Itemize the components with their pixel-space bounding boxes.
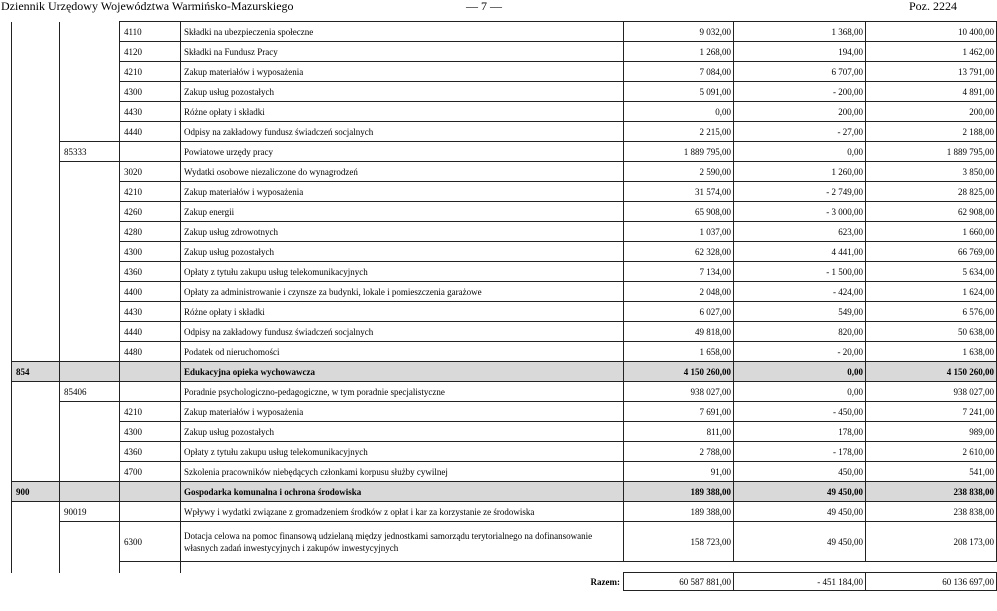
amount-before-cell: 7 134,00 [624, 262, 734, 282]
change-cell: 49 450,00 [734, 482, 866, 502]
amount-after-cell: 238 838,00 [866, 482, 997, 502]
amount-after-cell: 62 908,00 [866, 202, 997, 222]
change-cell: - 27,00 [734, 122, 866, 142]
description-cell: Gospodarka komunalna i ochrona środowiska [181, 482, 624, 502]
table-row [12, 222, 997, 242]
description-cell: Zakup energii [181, 202, 624, 222]
subsection-cell: 85333 [60, 142, 120, 162]
description-cell: Zakup usług zdrowotnych [181, 222, 624, 242]
change-cell: 623,00 [734, 222, 866, 242]
amount-before-cell: 91,00 [624, 462, 734, 482]
change-cell: - 450,00 [734, 402, 866, 422]
section-cell [12, 302, 60, 322]
subsection-cell [60, 522, 120, 562]
table-row [12, 122, 997, 142]
table-row [12, 282, 997, 302]
subsection-cell [60, 442, 120, 462]
description-cell: Podatek od nieruchomości [181, 342, 624, 362]
amount-before-cell: 6 027,00 [624, 302, 734, 322]
subsection-cell [60, 322, 120, 342]
table-row [12, 322, 997, 342]
subsection-cell [60, 342, 120, 362]
amount-before-cell: 1 658,00 [624, 342, 734, 362]
amount-after-cell: 1 462,00 [866, 42, 997, 62]
spacer-cell [624, 562, 734, 573]
subsection-cell [60, 302, 120, 322]
amount-before-cell: 811,00 [624, 422, 734, 442]
section-cell [12, 342, 60, 362]
section-cell [12, 22, 60, 42]
subsection-cell [60, 462, 120, 482]
paragraph-cell [120, 142, 181, 162]
amount-after-cell: 5 634,00 [866, 262, 997, 282]
total-blank [12, 573, 181, 591]
page-header [0, 0, 959, 14]
section-cell [12, 162, 60, 182]
description-cell: Opłaty z tytułu zakupu usług telekomunikacyjnych [181, 442, 624, 462]
spacer-cell [734, 562, 866, 573]
change-cell: 549,00 [734, 302, 866, 322]
description-cell: Różne opłaty i składki [181, 102, 624, 122]
section-cell [12, 282, 60, 302]
section-cell [12, 382, 60, 402]
description-cell: Dotacja celowa na pomoc finansową udzielaną między jednostkami samorządu terytorialnego na dofinansowanie własnych zadań inwestycyjnych i zakupów inwestycyjnych [181, 522, 624, 562]
amount-after-cell: 208 173,00 [866, 522, 997, 562]
amount-before-cell: 31 574,00 [624, 182, 734, 202]
section-cell [12, 262, 60, 282]
paragraph-cell [120, 482, 181, 502]
paragraph-cell: 4300 [120, 242, 181, 262]
paragraph-cell: 4260 [120, 202, 181, 222]
paragraph-cell: 4430 [120, 102, 181, 122]
table-row [12, 202, 997, 222]
subsection-cell [60, 222, 120, 242]
table-row [12, 182, 997, 202]
spacer-row [12, 562, 997, 573]
table-row [12, 522, 997, 562]
table-row [12, 402, 997, 422]
journal-title: Dziennik Urzędowy Województwa Warmińsko-Mazurskiego [1, 0, 294, 13]
section-cell [12, 82, 60, 102]
description-cell: Edukacyjna opieka wychowawcza [181, 362, 624, 382]
section-cell [12, 462, 60, 482]
amount-after-cell: 3 850,00 [866, 162, 997, 182]
description-cell: Różne opłaty i składki [181, 302, 624, 322]
change-cell: 1 260,00 [734, 162, 866, 182]
description-cell: Zakup materiałów i wyposażenia [181, 182, 624, 202]
change-cell: - 3 000,00 [734, 202, 866, 222]
table-row [12, 42, 997, 62]
subsection-cell [60, 82, 120, 102]
paragraph-cell: 4430 [120, 302, 181, 322]
subsection-cell [60, 102, 120, 122]
section-cell [12, 502, 60, 522]
amount-after-cell: 1 660,00 [866, 222, 997, 242]
section-cell [12, 242, 60, 262]
change-cell: 200,00 [734, 102, 866, 122]
subsection-cell: 85406 [60, 382, 120, 402]
spacer-cell [60, 562, 120, 573]
amount-before-cell: 1 037,00 [624, 222, 734, 242]
total-amount-after: 60 136 697,00 [866, 573, 997, 591]
position-number: Poz. 2224 [909, 0, 957, 13]
paragraph-cell: 4210 [120, 62, 181, 82]
table-row [12, 342, 997, 362]
amount-before-cell: 1 268,00 [624, 42, 734, 62]
amount-after-cell: 7 241,00 [866, 402, 997, 422]
section-cell [12, 102, 60, 122]
amount-before-cell: 9 032,00 [624, 22, 734, 42]
subsection-cell [60, 282, 120, 302]
table-row [12, 382, 997, 402]
change-cell: 0,00 [734, 142, 866, 162]
table-row [12, 362, 997, 382]
change-cell: 6 707,00 [734, 62, 866, 82]
subsection-cell [60, 122, 120, 142]
section-cell [12, 402, 60, 422]
spacer-cell [181, 562, 624, 573]
table-row [12, 462, 997, 482]
total-label: Razem: [590, 576, 620, 587]
description-cell: Zakup usług pozostałych [181, 242, 624, 262]
paragraph-cell: 4110 [120, 22, 181, 42]
change-cell: - 1 500,00 [734, 262, 866, 282]
description-cell: Szkolenia pracowników niebędących członkami korpusu służby cywilnej [181, 462, 624, 482]
amount-after-cell: 1 624,00 [866, 282, 997, 302]
amount-after-cell: 1 638,00 [866, 342, 997, 362]
table-row [12, 62, 997, 82]
amount-before-cell: 189 388,00 [624, 482, 734, 502]
change-cell: 0,00 [734, 382, 866, 402]
section-cell [12, 42, 60, 62]
amount-before-cell: 2 048,00 [624, 282, 734, 302]
amount-after-cell: 6 576,00 [866, 302, 997, 322]
change-cell: - 424,00 [734, 282, 866, 302]
change-cell: 49 450,00 [734, 502, 866, 522]
paragraph-cell: 4210 [120, 402, 181, 422]
description-cell: Opłaty za administrowanie i czynsze za budynki, lokale i pomieszczenia garażowe [181, 282, 624, 302]
description-cell: Zakup usług pozostałych [181, 82, 624, 102]
change-cell: - 2 749,00 [734, 182, 866, 202]
description-cell: Odpisy na zakładowy fundusz świadczeń socjalnych [181, 122, 624, 142]
description-cell: Zakup usług pozostałych [181, 422, 624, 442]
change-cell: 178,00 [734, 422, 866, 442]
total-amount-before: 60 587 881,00 [624, 573, 734, 591]
subsection-cell [60, 402, 120, 422]
page-number: — 7 — [466, 0, 502, 13]
table-row [12, 482, 997, 502]
change-cell: - 178,00 [734, 442, 866, 462]
subsection-cell [60, 162, 120, 182]
section-cell [12, 222, 60, 242]
subsection-cell [60, 22, 120, 42]
section-cell [12, 202, 60, 222]
paragraph-cell: 3020 [120, 162, 181, 182]
amount-before-cell: 2 590,00 [624, 162, 734, 182]
subsection-cell [60, 242, 120, 262]
table-row [12, 22, 997, 42]
paragraph-cell: 4400 [120, 282, 181, 302]
amount-before-cell: 2 215,00 [624, 122, 734, 142]
section-cell [12, 442, 60, 462]
section-cell [12, 522, 60, 562]
table-row [12, 262, 997, 282]
description-cell: Zakup materiałów i wyposażenia [181, 402, 624, 422]
amount-before-cell: 7 691,00 [624, 402, 734, 422]
amount-after-cell: 50 638,00 [866, 322, 997, 342]
section-cell [12, 322, 60, 342]
description-cell: Poradnie psychologiczno-pedagogiczne, w tym poradnie specjalistyczne [181, 382, 624, 402]
table-row [12, 442, 997, 462]
amount-before-cell: 2 788,00 [624, 442, 734, 462]
spacer-cell [12, 562, 60, 573]
amount-before-cell: 7 084,00 [624, 62, 734, 82]
amount-after-cell: 10 400,00 [866, 22, 997, 42]
subsection-cell [60, 182, 120, 202]
amount-before-cell: 4 150 260,00 [624, 362, 734, 382]
total-row [12, 573, 997, 591]
change-cell: - 200,00 [734, 82, 866, 102]
amount-after-cell: 938 027,00 [866, 382, 997, 402]
description-cell: Odpisy na zakładowy fundusz świadczeń socjalnych [181, 322, 624, 342]
paragraph-cell: 4480 [120, 342, 181, 362]
paragraph-cell [120, 382, 181, 402]
description-cell: Wpływy i wydatki związane z gromadzeniem środków z opłat i kar za korzystanie ze środowiska [181, 502, 624, 522]
section-cell [12, 142, 60, 162]
subsection-cell [60, 62, 120, 82]
table-row [12, 142, 997, 162]
subsection-cell [60, 42, 120, 62]
description-cell: Składki na Fundusz Pracy [181, 42, 624, 62]
budget-table [11, 21, 997, 591]
amount-before-cell: 158 723,00 [624, 522, 734, 562]
paragraph-cell: 4210 [120, 182, 181, 202]
description-cell: Zakup materiałów i wyposażenia [181, 62, 624, 82]
section-cell [12, 182, 60, 202]
paragraph-cell: 4360 [120, 262, 181, 282]
description-cell: Powiatowe urzędy pracy [181, 142, 624, 162]
paragraph-cell: 6300 [120, 522, 181, 562]
change-cell: 1 368,00 [734, 22, 866, 42]
amount-after-cell: 2 610,00 [866, 442, 997, 462]
amount-after-cell: 13 791,00 [866, 62, 997, 82]
table-row [12, 82, 997, 102]
amount-after-cell: 2 188,00 [866, 122, 997, 142]
description-cell: Wydatki osobowe niezaliczone do wynagrodzeń [181, 162, 624, 182]
paragraph-cell: 4300 [120, 422, 181, 442]
subsection-cell [60, 262, 120, 282]
change-cell: 450,00 [734, 462, 866, 482]
subsection-cell [60, 482, 120, 502]
amount-after-cell: 4 150 260,00 [866, 362, 997, 382]
amount-after-cell: 28 825,00 [866, 182, 997, 202]
amount-after-cell: 989,00 [866, 422, 997, 442]
subsection-cell [60, 422, 120, 442]
amount-after-cell: 200,00 [866, 102, 997, 122]
change-cell: 194,00 [734, 42, 866, 62]
amount-before-cell: 1 889 795,00 [624, 142, 734, 162]
subsection-cell: 90019 [60, 502, 120, 522]
amount-after-cell: 1 889 795,00 [866, 142, 997, 162]
change-cell: 49 450,00 [734, 522, 866, 562]
amount-before-cell: 189 388,00 [624, 502, 734, 522]
paragraph-cell: 4700 [120, 462, 181, 482]
paragraph-cell: 4440 [120, 322, 181, 342]
change-cell: 820,00 [734, 322, 866, 342]
change-cell: - 20,00 [734, 342, 866, 362]
amount-before-cell: 62 328,00 [624, 242, 734, 262]
paragraph-cell: 4300 [120, 82, 181, 102]
table-row [12, 302, 997, 322]
amount-after-cell: 4 891,00 [866, 82, 997, 102]
table-row [12, 502, 997, 522]
description-cell: Opłaty z tytułu zakupu usług telekomunikacyjnych [181, 262, 624, 282]
paragraph-cell [120, 362, 181, 382]
table-row [12, 162, 997, 182]
section-cell [12, 122, 60, 142]
description-cell: Składki na ubezpieczenia społeczne [181, 22, 624, 42]
paragraph-cell: 4120 [120, 42, 181, 62]
amount-after-cell: 541,00 [866, 462, 997, 482]
spacer-cell [120, 562, 181, 573]
subsection-cell [60, 202, 120, 222]
amount-before-cell: 0,00 [624, 102, 734, 122]
paragraph-cell: 4440 [120, 122, 181, 142]
section-cell: 900 [12, 482, 60, 502]
change-cell: 0,00 [734, 362, 866, 382]
table-row [12, 102, 997, 122]
paragraph-cell: 4360 [120, 442, 181, 462]
amount-before-cell: 5 091,00 [624, 82, 734, 102]
paragraph-cell: 4280 [120, 222, 181, 242]
section-cell: 854 [12, 362, 60, 382]
amount-before-cell: 65 908,00 [624, 202, 734, 222]
change-cell: 4 441,00 [734, 242, 866, 262]
amount-after-cell: 66 769,00 [866, 242, 997, 262]
amount-before-cell: 938 027,00 [624, 382, 734, 402]
section-cell [12, 422, 60, 442]
section-cell [12, 62, 60, 82]
subsection-cell [60, 362, 120, 382]
table-row [12, 242, 997, 262]
amount-before-cell: 49 818,00 [624, 322, 734, 342]
spacer-cell [866, 562, 997, 573]
table-row [12, 422, 997, 442]
total-change: - 451 184,00 [734, 573, 866, 591]
paragraph-cell [120, 502, 181, 522]
amount-after-cell: 238 838,00 [866, 502, 997, 522]
